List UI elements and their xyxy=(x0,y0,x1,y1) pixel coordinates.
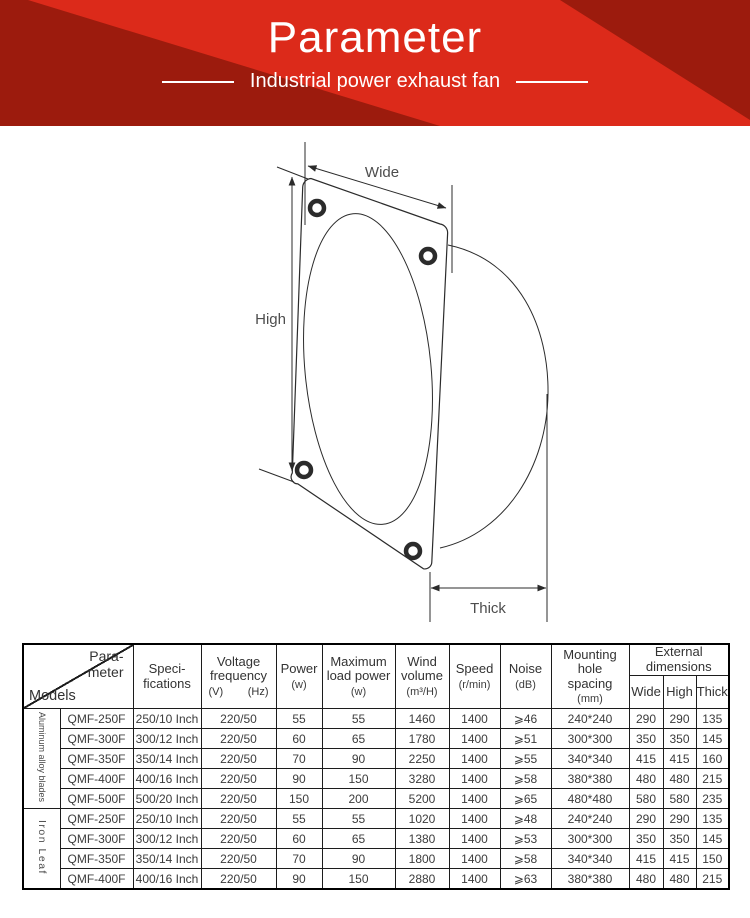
value-cell: 1400 xyxy=(449,709,500,729)
page-subtitle-row xyxy=(0,70,750,93)
value-cell: 415 xyxy=(629,849,663,869)
value-cell: 300*300 xyxy=(551,829,629,849)
value-cell: 1400 xyxy=(449,809,500,829)
model-cell: QMF-300F xyxy=(60,729,133,749)
value-cell: 1800 xyxy=(395,849,449,869)
bolt-hole-top-right xyxy=(421,249,435,263)
value-cell: ⩾58 xyxy=(500,769,551,789)
parameter-table xyxy=(22,643,730,890)
value-cell: 240*240 xyxy=(551,709,629,729)
table-body xyxy=(23,709,729,890)
value-cell: 235 xyxy=(696,789,729,809)
value-cell: 135 xyxy=(696,709,729,729)
value-cell: 145 xyxy=(696,829,729,849)
value-cell: 580 xyxy=(663,789,696,809)
fan-technical-drawing xyxy=(150,133,600,633)
col-header-mounting-hole-spacing: Mounting hole spacing (mm) xyxy=(551,644,629,709)
col-header-specifications: Speci- fications xyxy=(133,644,201,709)
value-cell: ⩾51 xyxy=(500,729,551,749)
row-group-aluminum-alloy-blades xyxy=(23,709,60,809)
value-cell: 350 xyxy=(663,729,696,749)
high-extension-tick-bottom xyxy=(259,469,294,482)
value-cell: 145 xyxy=(696,729,729,749)
col-header-ext-wide: Wide xyxy=(629,676,663,709)
value-cell: 1780 xyxy=(395,729,449,749)
value-cell: 480 xyxy=(629,769,663,789)
table-row xyxy=(23,849,729,869)
value-cell: 90 xyxy=(276,769,322,789)
value-cell: 1400 xyxy=(449,769,500,789)
value-cell: ⩾53 xyxy=(500,829,551,849)
value-cell: 90 xyxy=(276,869,322,890)
value-cell: 290 xyxy=(663,709,696,729)
value-cell: 1400 xyxy=(449,849,500,869)
value-cell: 1400 xyxy=(449,829,500,849)
value-cell: ⩾65 xyxy=(500,789,551,809)
col-header-external-dimensions: External dimensions xyxy=(629,644,729,676)
value-cell: 1400 xyxy=(449,869,500,890)
value-cell: 65 xyxy=(322,829,395,849)
corner-header-cell xyxy=(23,644,133,709)
value-cell: 300/12 Inch xyxy=(133,829,201,849)
value-cell: 70 xyxy=(276,749,322,769)
banner xyxy=(0,0,750,126)
high-dimension-label: High xyxy=(255,311,286,328)
value-cell: 340*340 xyxy=(551,849,629,869)
page-title: Parameter xyxy=(267,13,483,62)
value-cell: 220/50 xyxy=(201,789,276,809)
value-cell: 380*380 xyxy=(551,869,629,890)
value-cell: 1400 xyxy=(449,789,500,809)
value-cell: 60 xyxy=(276,829,322,849)
value-cell: 90 xyxy=(322,849,395,869)
col-header-power: Power (w) xyxy=(276,644,322,709)
value-cell: 220/50 xyxy=(201,829,276,849)
value-cell: 415 xyxy=(629,749,663,769)
value-cell: 340*340 xyxy=(551,749,629,769)
value-cell: 220/50 xyxy=(201,809,276,829)
value-cell: 1400 xyxy=(449,749,500,769)
value-cell: 150 xyxy=(322,869,395,890)
subtitle-right-rule xyxy=(516,81,588,83)
value-cell: 2250 xyxy=(395,749,449,769)
fan-rear-cowl xyxy=(440,245,548,548)
col-header-wind-volume: Wind volume (m³/H) xyxy=(395,644,449,709)
value-cell: ⩾58 xyxy=(500,849,551,869)
value-cell: 415 xyxy=(663,749,696,769)
wide-dimension-label: Wide xyxy=(364,164,400,181)
value-cell: 350 xyxy=(663,829,696,849)
corner-models-label: Models xyxy=(29,687,76,704)
table-row xyxy=(23,829,729,849)
value-cell: ⩾46 xyxy=(500,709,551,729)
value-cell: 215 xyxy=(696,869,729,890)
table-row xyxy=(23,729,729,749)
subtitle-left-rule xyxy=(162,81,234,83)
col-header-speed: Speed (r/min) xyxy=(449,644,500,709)
value-cell: 1380 xyxy=(395,829,449,849)
value-cell: 300/12 Inch xyxy=(133,729,201,749)
value-cell: 400/16 Inch xyxy=(133,769,201,789)
value-cell: 350/14 Inch xyxy=(133,749,201,769)
value-cell: 480 xyxy=(629,869,663,890)
value-cell: 400/16 Inch xyxy=(133,869,201,890)
table-row xyxy=(23,709,729,729)
model-cell: QMF-400F xyxy=(60,769,133,789)
value-cell: 135 xyxy=(696,809,729,829)
col-header-ext-thick: Thick xyxy=(696,676,729,709)
value-cell: ⩾48 xyxy=(500,809,551,829)
value-cell: 480 xyxy=(663,769,696,789)
col-header-noise: Noise (dB) xyxy=(500,644,551,709)
value-cell: 380*380 xyxy=(551,769,629,789)
value-cell: 90 xyxy=(322,749,395,769)
table-row xyxy=(23,749,729,769)
value-cell: 220/50 xyxy=(201,869,276,890)
value-cell: 250/10 Inch xyxy=(133,809,201,829)
value-cell: 350 xyxy=(629,829,663,849)
value-cell: 290 xyxy=(629,809,663,829)
value-cell: 290 xyxy=(629,709,663,729)
value-cell: 220/50 xyxy=(201,709,276,729)
value-cell: ⩾55 xyxy=(500,749,551,769)
thick-dimension-label: Thick xyxy=(470,600,506,617)
value-cell: 200 xyxy=(322,789,395,809)
group-label: Iron Leaf xyxy=(35,819,48,875)
value-cell: 240*240 xyxy=(551,809,629,829)
col-header-ext-high: High xyxy=(663,676,696,709)
model-cell: QMF-500F xyxy=(60,789,133,809)
value-cell: 480*480 xyxy=(551,789,629,809)
value-cell: 300*300 xyxy=(551,729,629,749)
bolt-hole-top-left xyxy=(310,201,324,215)
value-cell: 3280 xyxy=(395,769,449,789)
group-label: Aluminum alloy blades xyxy=(36,711,47,803)
value-cell: 160 xyxy=(696,749,729,769)
col-header-max-load-power: Maximum load power (w) xyxy=(322,644,395,709)
value-cell: 150 xyxy=(696,849,729,869)
row-group-iron-leaf xyxy=(23,809,60,890)
value-cell: 480 xyxy=(663,869,696,890)
value-cell: ⩾63 xyxy=(500,869,551,890)
table-row xyxy=(23,789,729,809)
bolt-hole-bottom-left xyxy=(297,463,311,477)
value-cell: 350/14 Inch xyxy=(133,849,201,869)
value-cell: 290 xyxy=(663,809,696,829)
value-cell: 2880 xyxy=(395,869,449,890)
value-cell: 65 xyxy=(322,729,395,749)
value-cell: 5200 xyxy=(395,789,449,809)
page-subtitle: Industrial power exhaust fan xyxy=(249,70,501,92)
model-cell: QMF-250F xyxy=(60,809,133,829)
model-cell: QMF-400F xyxy=(60,869,133,890)
value-cell: 1020 xyxy=(395,809,449,829)
value-cell: 220/50 xyxy=(201,729,276,749)
value-cell: 220/50 xyxy=(201,849,276,869)
fan-flange-outline xyxy=(291,179,448,569)
value-cell: 500/20 Inch xyxy=(133,789,201,809)
bolt-hole-bottom-right xyxy=(406,544,420,558)
value-cell: 60 xyxy=(276,729,322,749)
table-row xyxy=(23,809,729,829)
table-row xyxy=(23,869,729,890)
value-cell: 1400 xyxy=(449,729,500,749)
value-cell: 55 xyxy=(322,809,395,829)
value-cell: 150 xyxy=(322,769,395,789)
value-cell: 250/10 Inch xyxy=(133,709,201,729)
model-cell: QMF-350F xyxy=(60,849,133,869)
value-cell: 415 xyxy=(663,849,696,869)
value-cell: 215 xyxy=(696,769,729,789)
value-cell: 55 xyxy=(276,809,322,829)
model-cell: QMF-300F xyxy=(60,829,133,849)
col-header-voltage-frequency: Voltage frequency (V) (Hz) xyxy=(201,644,276,709)
value-cell: 55 xyxy=(276,709,322,729)
value-cell: 150 xyxy=(276,789,322,809)
table-row xyxy=(23,769,729,789)
value-cell: 1460 xyxy=(395,709,449,729)
corner-parameter-label: Para- meter xyxy=(87,648,124,681)
value-cell: 55 xyxy=(322,709,395,729)
model-cell: QMF-250F xyxy=(60,709,133,729)
value-cell: 70 xyxy=(276,849,322,869)
value-cell: 350 xyxy=(629,729,663,749)
value-cell: 220/50 xyxy=(201,769,276,789)
value-cell: 220/50 xyxy=(201,749,276,769)
model-cell: QMF-350F xyxy=(60,749,133,769)
value-cell: 580 xyxy=(629,789,663,809)
